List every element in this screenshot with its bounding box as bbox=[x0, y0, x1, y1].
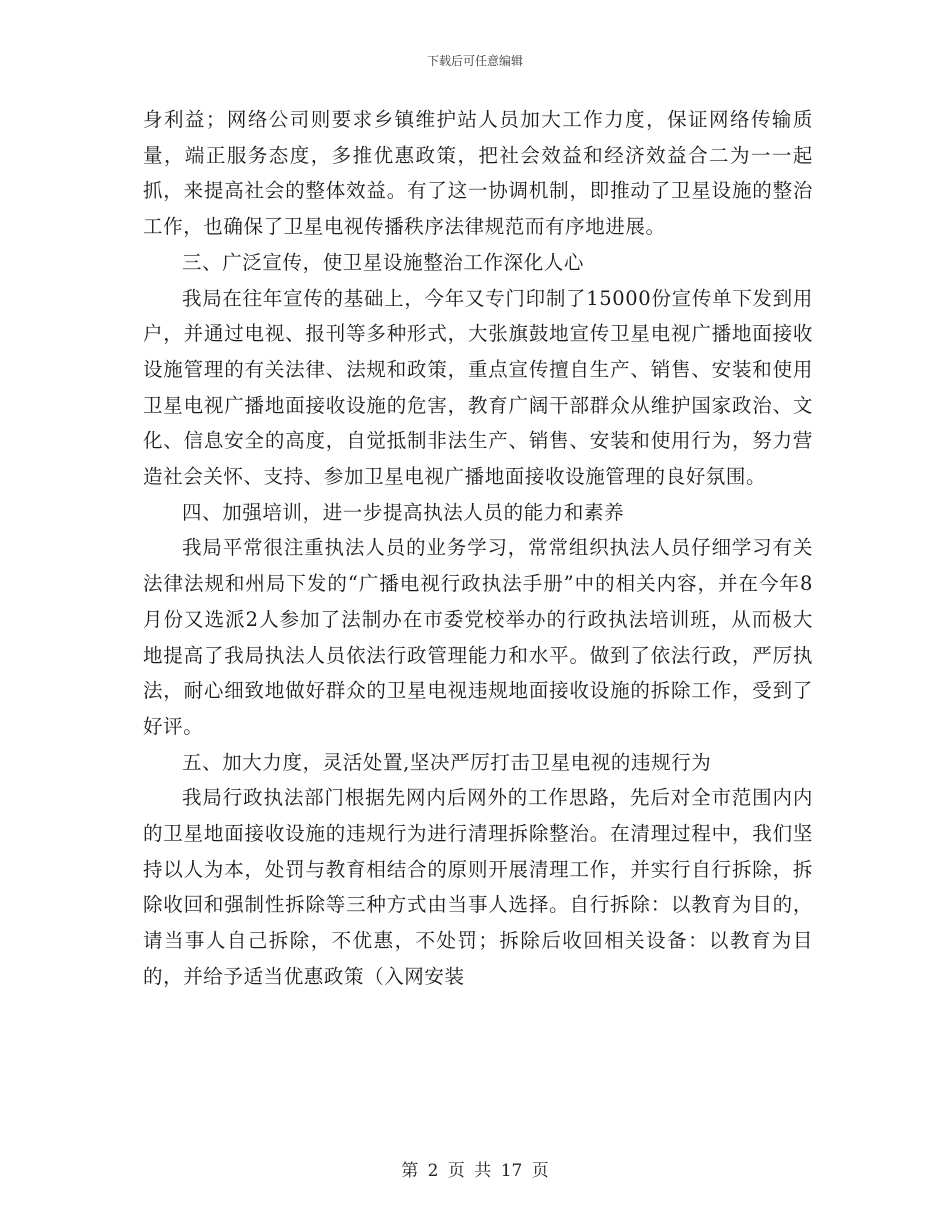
paragraph-enforcement: 我局行政执法部门根据先网内后网外的工作思路，先后对全市范围内内的卫星地面接收设施的违规行为进行清理拆除整治。在清理过程中，我们坚持以人为本，处罚与教育相结合的原则开展清理工作，并实行自行拆除，拆除收回和强制性拆除等三种方式由当事人选择。自行拆除：以教育为目的，请当事人自己拆除，不优惠，不处罚；拆除后收回相关设备：以教育为目的，并给予适当优惠政策（入网安装 bbox=[143, 786, 813, 988]
page-header: 下载后可任意编辑 bbox=[426, 54, 523, 68]
section-heading-3: 三、广泛宣传，使卫星设施整治工作深化人心 bbox=[182, 250, 585, 274]
document-body bbox=[143, 102, 813, 995]
paragraph-continuation: 身利益；网络公司则要求乡镇维护站人员加大工作力度，保证网络传输质量，端正服务态度，多推优惠政策，把社会效益和经济效益合二为一一起抓，来提高社会的整体效益。有了这一协调机制，即推动了卫星设施的整治工作，也确保了卫星电视传播秩序法律规范而有序地进展。 bbox=[143, 108, 813, 239]
paragraph-publicity: 我局在往年宣传的基础上，今年又专门印制了15000份宣传单下发到用户，并通过电视、报刊等多种形式，大张旗鼓地宣传卫星电视广播地面接收设施管理的有关法律、法规和政策，重点宣传擅自生产、销售、安装和使用卫星电视广播地面接收设施的危害，教育广阔干部群众从维护国家政治、文化、信息安全的高度，自觉抵制非法生产、销售、安装和使用行为，努力营造社会关怀、支持、参加卫星电视广播地面接收设施管理的良好氛围。 bbox=[143, 286, 813, 489]
page-number: 第 2 页 共 17 页 bbox=[401, 1161, 549, 1181]
section-heading-5: 五、加大力度，灵活处置,坚决严厉打击卫星电视的违规行为 bbox=[182, 750, 712, 774]
paragraph-training: 我局平常很注重执法人员的业务学习，常常组织执法人员仔细学习有关法律法规和州局下发的“广播电视行政执法手册”中的相关内容，并在今年8月份又选派2人参加了法制办在市委党校举办的行政执法培训班，从而极大地提高了我局执法人员依法行政管理能力和水平。做到了依法行政，严厉执法，耐心细致地做好群众的卫星电视违规地面接收设施的拆除工作，受到了好评。 bbox=[143, 536, 813, 738]
section-heading-4: 四、加强培训，进一步提高执法人员的能力和素养 bbox=[182, 500, 625, 524]
